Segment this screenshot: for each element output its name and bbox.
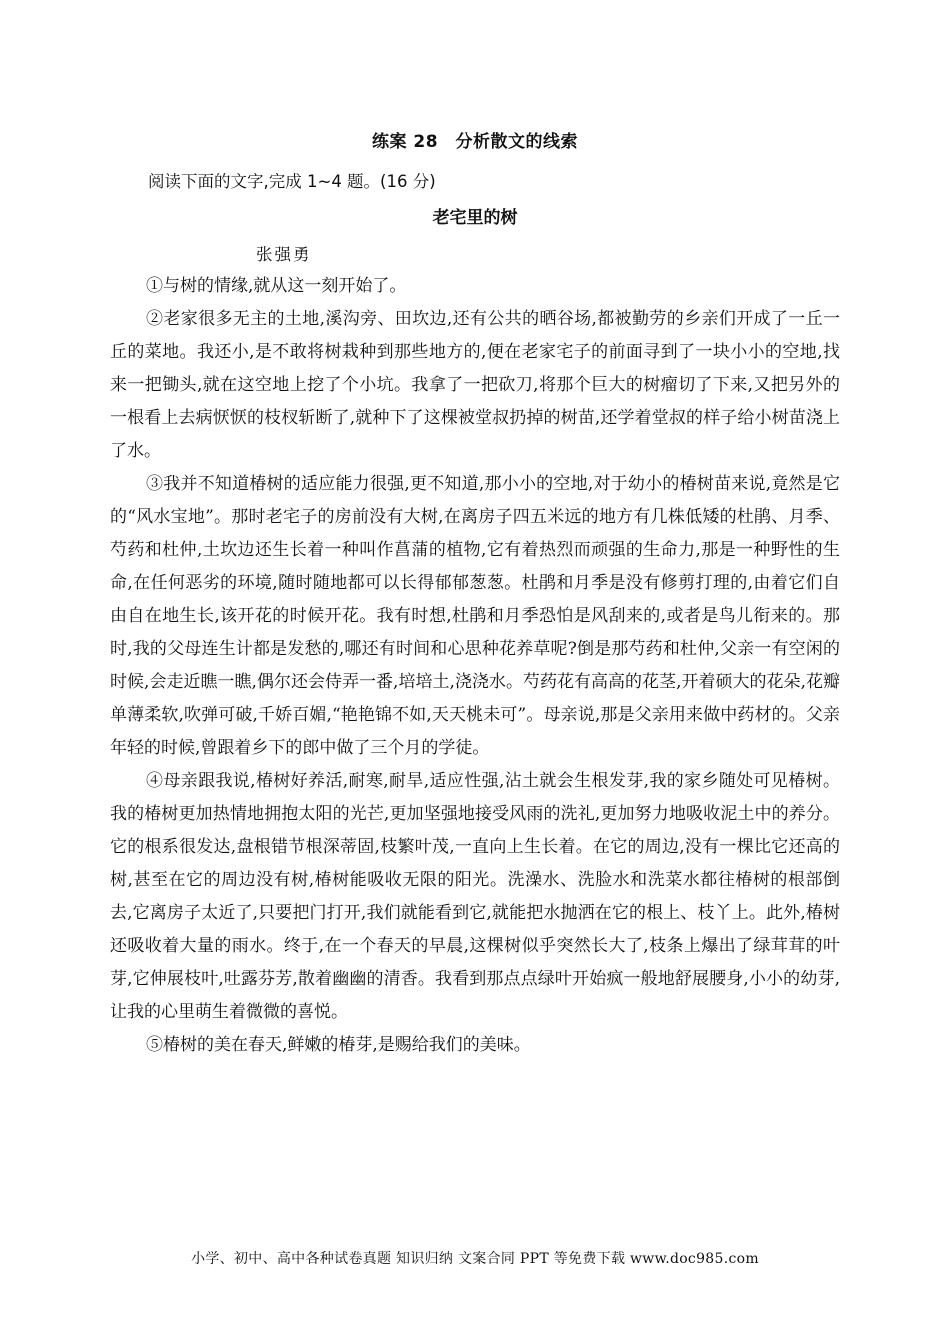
article-title: 老宅里的树: [432, 208, 518, 228]
footer-banner: 小学、初中、高中各种试卷真题 知识归纳 文案合同 PPT 等免费下载 www.doc985.com: [191, 1251, 759, 1267]
instruction-text: 阅读下面的文字,完成 1~4 题。(16 分): [148, 172, 436, 191]
paragraph-5: ⑤椿树的美在春天,鲜嫩的椿芽,是赐给我们的美味。: [146, 1035, 531, 1055]
lesson-title: 练案 28 分析散文的线索: [371, 132, 579, 152]
article-author: 张强勇: [256, 245, 312, 264]
paragraph-2: ②老家很多无主的土地,溪沟旁、田坎边,还有公共的晒谷场,都被勤劳的乡亲们开成了一丘一丘的菜地。我还小,是不敢将树栽种到那些地方的,便在老家宅子的前面寻到了一块小小的空地,找来一把锄头,就在这空地上挖了个小坑。我拿了一把砍刀,将那个巨大的树瘤切了下来,又把另外的一根看上去病恹恹的枝杈斩断了,就种下了这棵被堂叔扔掉的树苗,还学着堂叔的样子给小树苗浇上了水。: [110, 309, 840, 461]
paragraph-4: ④母亲跟我说,椿树好养活,耐寒,耐旱,适应性强,沾土就会生根发芽,我的家乡随处可见椿树。我的椿树更加热情地拥抱太阳的光芒,更加坚强地接受风雨的洗礼,更加努力地吸收泥土中的养分。它的根系很发达,盘根错节根深蒂固,枝繁叶茂,一直向上生长着。在它的周边,没有一棵比它还高的树,甚至在它的周边没有树,椿树能吸收无限的阳光。洗澡水、洗脸水和洗菜水都往椿树的根部倒去,它离房子太近了,只要把门打开,我们就能看到它,就能把水抛洒在它的根上、枝丫上。此外,椿树还吸收着大量的雨水。终于,在一个春天的早晨,这棵树似乎突然长大了,枝条上爆出了绿茸茸的叶芽,它伸展枝叶,吐露芬芳,散着幽幽的清香。我看到那点点绿叶开始疯一般地舒展腰身,小小的幼芽,让我的心里萌生着微微的喜悦。: [110, 771, 840, 1022]
paragraph-1: ①与树的情缘,就从这一刻开始了。: [146, 276, 407, 296]
paragraph-3: ③我并不知道椿树的适应能力很强,更不知道,那小小的空地,对于幼小的椿树苗来说,竟然是它的“风水宝地”。那时老宅子的房前没有大树,在离房子四五米远的地方有几株低矮的杜鹃、月季、芍药和杜仲,土坎边还生长着一种叫作菖蒲的植物,它有着热烈而顽强的生命力,那是一种野性的生命,在任何恶劣的环境,随时随地都可以长得郁郁葱葱。杜鹃和月季是没有修剪打理的,由着它们自由自在地生长,该开花的时候开花。我有时想,杜鹃和月季恐怕是风刮来的,或者是鸟儿衔来的。那时,我的父母连生计都是发愁的,哪还有时间和心思种花养草呢?倒是那芍药和杜仲,父亲一有空闲的时候,会走近瞧一瞧,偶尔还会侍弄一番,培培土,浇浇水。芍药花有高高的花茎,开着硕大的花朵,花瓣单薄柔软,吹弹可破,千娇百媚,“艳艳锦不如,天天桃未可”。母亲说,那是父亲用来做中药材的。父亲年轻的时候,曾跟着乡下的郎中做了三个月的学徒。: [110, 474, 840, 758]
article-body: [110, 270, 840, 1062]
